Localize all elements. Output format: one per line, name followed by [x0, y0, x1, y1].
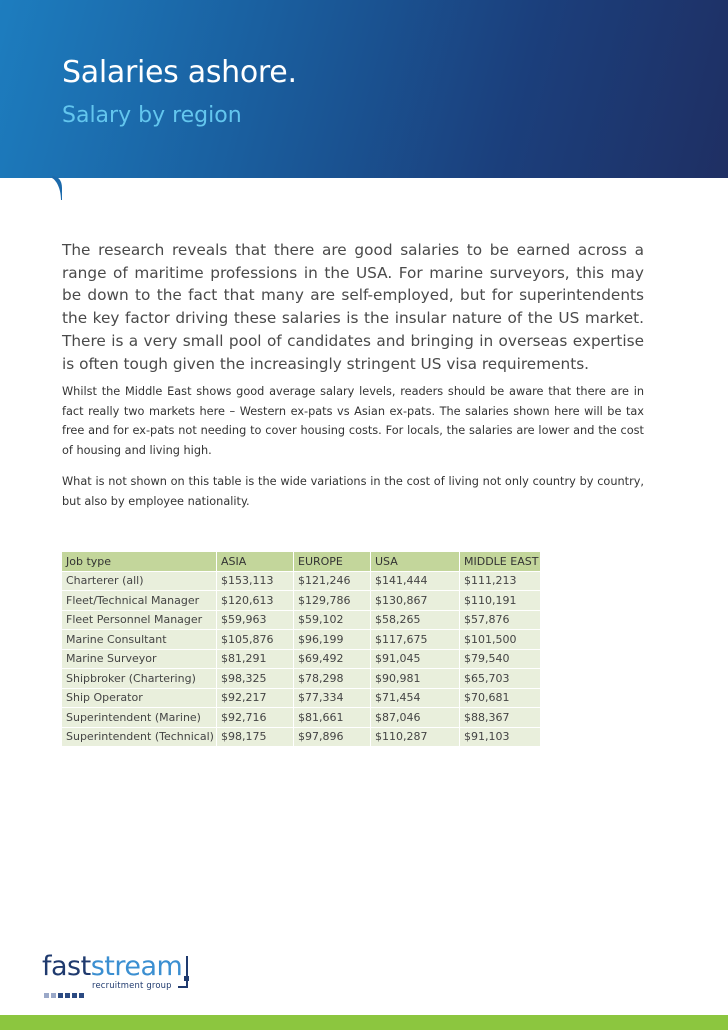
cell-job-type: Fleet/Technical Manager	[62, 591, 217, 611]
cell-usa: $141,444	[371, 571, 460, 591]
table-row	[62, 708, 541, 728]
cell-middle-east: $91,103	[460, 727, 541, 747]
cell-europe: $59,102	[294, 610, 371, 630]
cell-europe: $81,661	[294, 708, 371, 728]
cell-europe: $77,334	[294, 688, 371, 708]
cell-asia: $92,716	[217, 708, 294, 728]
header-middle-east: MIDDLE EAST	[460, 552, 541, 572]
cell-middle-east: $110,191	[460, 591, 541, 611]
cell-job-type: Marine Surveyor	[62, 649, 217, 669]
cell-middle-east: $65,703	[460, 669, 541, 689]
table-row	[62, 610, 541, 630]
cell-usa: $130,867	[371, 591, 460, 611]
cell-middle-east: $70,681	[460, 688, 541, 708]
logo-fast: fast	[42, 951, 91, 982]
header-europe: EUROPE	[294, 552, 371, 572]
logo-tagline: recruitment group	[92, 980, 172, 990]
salary-table	[61, 551, 541, 747]
cell-job-type: Shipbroker (Chartering)	[62, 669, 217, 689]
header-asia: ASIA	[217, 552, 294, 572]
header-job-type: Job type	[62, 552, 217, 572]
table-row	[62, 669, 541, 689]
header-banner	[0, 0, 728, 178]
body-paragraph-cost-of-living: What is not shown on this table is the wide variations in the cost of living not only country by country, but also by employee nationality.	[62, 475, 644, 508]
logo-wordmark	[42, 952, 182, 982]
cell-europe: $69,492	[294, 649, 371, 669]
cell-job-type: Charterer (all)	[62, 571, 217, 591]
table-row	[62, 688, 541, 708]
table-row	[62, 571, 541, 591]
banner-notch-shape	[52, 176, 82, 200]
cell-usa: $90,981	[371, 669, 460, 689]
intro-paragraph: The research reveals that there are good salaries to be earned across a range of maritime professions in the USA. For marine surveyors, this may be down to the fact that many are self-employed, but for superintendents the key factor driving these salaries is the insular nature of the US market. There is a very small pool of candidates and bringing in overseas expertise is often tough given the increasingly stringent US visa requirements.	[62, 241, 644, 373]
cell-middle-east: $57,876	[460, 610, 541, 630]
cell-asia: $92,217	[217, 688, 294, 708]
cell-europe: $96,199	[294, 630, 371, 650]
page-title: Salaries ashore.	[62, 55, 297, 90]
table-header-row	[62, 552, 541, 572]
table-row	[62, 649, 541, 669]
cell-usa: $110,287	[371, 727, 460, 747]
faststream-logo	[42, 951, 183, 990]
cell-job-type: Marine Consultant	[62, 630, 217, 650]
footer-bar	[0, 1015, 728, 1030]
logo-stream: stream	[90, 951, 183, 982]
logo-square-mark	[184, 976, 189, 981]
cell-asia: $59,963	[217, 610, 294, 630]
cell-job-type: Superintendent (Technical)	[62, 727, 217, 747]
table-row	[62, 591, 541, 611]
cell-usa: $87,046	[371, 708, 460, 728]
cell-job-type: Ship Operator	[62, 688, 217, 708]
cell-usa: $117,675	[371, 630, 460, 650]
header-usa: USA	[371, 552, 460, 572]
page-subtitle: Salary by region	[62, 103, 242, 128]
cell-asia: $98,325	[217, 669, 294, 689]
cell-job-type: Superintendent (Marine)	[62, 708, 217, 728]
cell-asia: $98,175	[217, 727, 294, 747]
table-row	[62, 727, 541, 747]
table-row	[62, 630, 541, 650]
cell-middle-east: $79,540	[460, 649, 541, 669]
cell-europe: $97,896	[294, 727, 371, 747]
cell-job-type: Fleet Personnel Manager	[62, 610, 217, 630]
logo-dots-decoration	[44, 983, 86, 1002]
cell-usa: $71,454	[371, 688, 460, 708]
cell-usa: $91,045	[371, 649, 460, 669]
cell-europe: $121,246	[294, 571, 371, 591]
cell-asia: $105,876	[217, 630, 294, 650]
cell-usa: $58,265	[371, 610, 460, 630]
cell-europe: $129,786	[294, 591, 371, 611]
cell-middle-east: $101,500	[460, 630, 541, 650]
cell-asia: $120,613	[217, 591, 294, 611]
cell-middle-east: $88,367	[460, 708, 541, 728]
logo-bracket-shape	[178, 956, 188, 988]
body-paragraph-middle-east: Whilst the Middle East shows good average salary levels, readers should be aware that there are in fact really two markets here – Western ex-pats vs Asian ex-pats. The salaries shown here will be tax free and for ex-pats not needing to cover housing costs. For locals, the salaries are lower and the cost of housing and living high.	[62, 385, 644, 457]
cell-asia: $81,291	[217, 649, 294, 669]
cell-europe: $78,298	[294, 669, 371, 689]
cell-middle-east: $111,213	[460, 571, 541, 591]
cell-asia: $153,113	[217, 571, 294, 591]
